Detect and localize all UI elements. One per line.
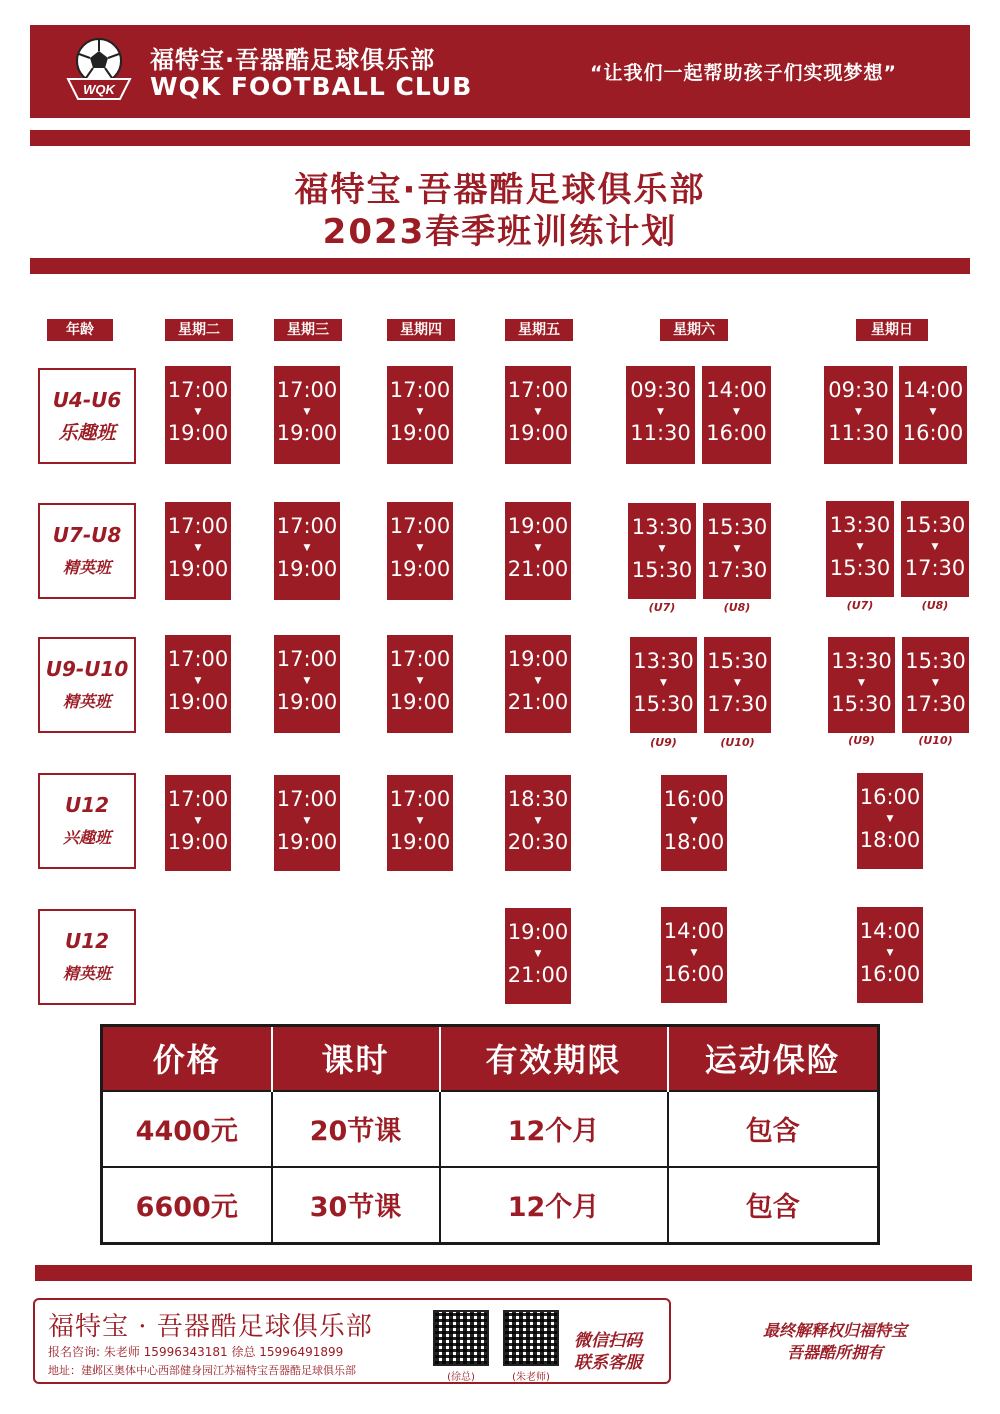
- footer-club-name: 福特宝 · 吾器酷足球俱乐部: [48, 1312, 373, 1342]
- time-slot: 17:00 ▼ 19:00: [165, 775, 231, 871]
- page-title-line1: 福特宝·吾器酷足球俱乐部: [294, 170, 706, 210]
- day-header-sun: 星期日: [856, 319, 928, 341]
- scan-hint: 微信扫码 联系客服: [574, 1331, 642, 1373]
- age-column-header: 年龄: [47, 319, 113, 341]
- divider-bar: [30, 130, 970, 146]
- time-slot: 09:30 ▼ 11:30: [626, 366, 695, 464]
- slot-note: (U9): [650, 736, 677, 749]
- table-cell: 4400元: [102, 1091, 272, 1167]
- slot-note: (U10): [720, 736, 755, 749]
- time-slot: 17:00 ▼ 19:00: [387, 635, 453, 733]
- slogan: “让我们一起帮助孩子们实现梦想”: [590, 62, 897, 84]
- footer-address: 地址：建邺区奥体中心西部健身园江苏福特宝吾器酷足球俱乐部: [48, 1364, 356, 1377]
- divider-bar: [35, 1265, 972, 1281]
- time-slot: 14:00 ▼ 16:00: [899, 366, 967, 464]
- time-slot: 13:30 ▼ 15:30: [828, 637, 895, 733]
- final-interpretation-note: 最终解释权归福特宝 吾器酷所拥有: [762, 1321, 907, 1362]
- table-header-row: [102, 1026, 879, 1091]
- table-row: [102, 1167, 879, 1244]
- slot-note: (U7): [648, 601, 676, 614]
- age-label: U9-U10 精英班: [38, 637, 136, 733]
- time-slot: 14:00 ▼ 16:00: [661, 907, 727, 1003]
- time-slot: 09:30 ▼ 11:30: [824, 366, 893, 464]
- slot-note: (U9): [848, 734, 875, 747]
- table-cell: 20节课: [272, 1091, 440, 1167]
- table-cell: 30节课: [272, 1167, 440, 1244]
- qr-caption: (朱老师): [512, 1372, 550, 1383]
- svg-text:WQK: WQK: [83, 82, 115, 97]
- day-header-wed: 星期三: [274, 319, 342, 341]
- time-slot: 13:30 ▼ 15:30: [630, 637, 697, 733]
- footer-contact: 报名咨询: 朱老师 15996343181 徐总 15996491899: [48, 1345, 344, 1359]
- club-name-cn: 福特宝·吾器酷足球俱乐部: [150, 46, 436, 74]
- time-slot: 15:30 ▼ 17:30: [704, 637, 771, 733]
- table-cell: 12个月: [440, 1167, 668, 1244]
- table-cell: 12个月: [440, 1091, 668, 1167]
- table-cell: 包含: [668, 1167, 879, 1244]
- time-slot: 17:00 ▼ 19:00: [165, 502, 231, 600]
- age-label: U12 精英班: [38, 909, 136, 1005]
- soccer-ball-icon: [62, 35, 136, 105]
- day-header-tue: 星期二: [165, 319, 233, 341]
- time-slot: 17:00 ▼ 19:00: [387, 366, 453, 464]
- time-slot: 17:00 ▼ 19:00: [165, 366, 231, 464]
- time-slot: 17:00 ▼ 19:00: [387, 502, 453, 600]
- time-slot: 16:00 ▼ 18:00: [857, 773, 923, 869]
- time-slot: 17:00 ▼ 19:00: [274, 775, 340, 871]
- club-logo: [62, 35, 136, 105]
- day-header-sat: 星期六: [660, 319, 728, 341]
- time-slot: 13:30 ▼ 15:30: [628, 503, 696, 599]
- qr-caption: (徐总): [447, 1372, 475, 1383]
- table-row: [102, 1091, 879, 1167]
- time-slot: 17:00 ▼ 19:00: [274, 635, 340, 733]
- table-cell: 6600元: [102, 1167, 272, 1244]
- divider-bar: [30, 258, 970, 274]
- time-slot: 15:30 ▼ 17:30: [902, 637, 969, 733]
- table-header: 价格: [102, 1026, 272, 1091]
- time-slot: 15:30 ▼ 17:30: [703, 503, 771, 599]
- price-table: [100, 1024, 880, 1245]
- day-header-fri: 星期五: [505, 319, 573, 341]
- qr-code-icon[interactable]: [503, 1310, 559, 1366]
- slot-note: (U10): [918, 734, 953, 747]
- time-slot: 17:00 ▼ 19:00: [274, 502, 340, 600]
- club-name-en: WQK FOOTBALL CLUB: [150, 72, 473, 101]
- time-slot: 14:00 ▼ 16:00: [857, 907, 923, 1003]
- time-slot: 18:30 ▼ 20:30: [505, 775, 571, 871]
- slot-note: (U7): [846, 599, 874, 612]
- time-slot: 17:00 ▼ 19:00: [505, 366, 571, 464]
- slot-note: (U8): [723, 601, 751, 614]
- time-slot: 14:00 ▼ 16:00: [702, 366, 771, 464]
- time-slot: 19:00 ▼ 21:00: [505, 635, 571, 733]
- table-header: 课时: [272, 1026, 440, 1091]
- time-slot: 13:30 ▼ 15:30: [826, 501, 894, 597]
- qr-code-icon[interactable]: [433, 1310, 489, 1366]
- time-slot: 19:00 ▼ 21:00: [505, 502, 571, 600]
- page-title-line2: 2023春季班训练计划: [322, 212, 678, 252]
- age-label: U4-U6 乐趣班: [38, 368, 136, 464]
- table-cell: 包含: [668, 1091, 879, 1167]
- time-slot: 17:00 ▼ 19:00: [165, 635, 231, 733]
- time-slot: 19:00 ▼ 21:00: [505, 908, 571, 1004]
- table-header: 有效期限: [440, 1026, 668, 1091]
- age-label: U7-U8 精英班: [38, 503, 136, 599]
- day-header-thu: 星期四: [387, 319, 455, 341]
- time-slot: 17:00 ▼ 19:00: [274, 366, 340, 464]
- age-label: U12 兴趣班: [38, 773, 136, 869]
- time-slot: 16:00 ▼ 18:00: [661, 775, 727, 871]
- table-header: 运动保险: [668, 1026, 879, 1091]
- time-slot: 15:30 ▼ 17:30: [901, 501, 969, 597]
- slot-note: (U8): [921, 599, 949, 612]
- time-slot: 17:00 ▼ 19:00: [387, 775, 453, 871]
